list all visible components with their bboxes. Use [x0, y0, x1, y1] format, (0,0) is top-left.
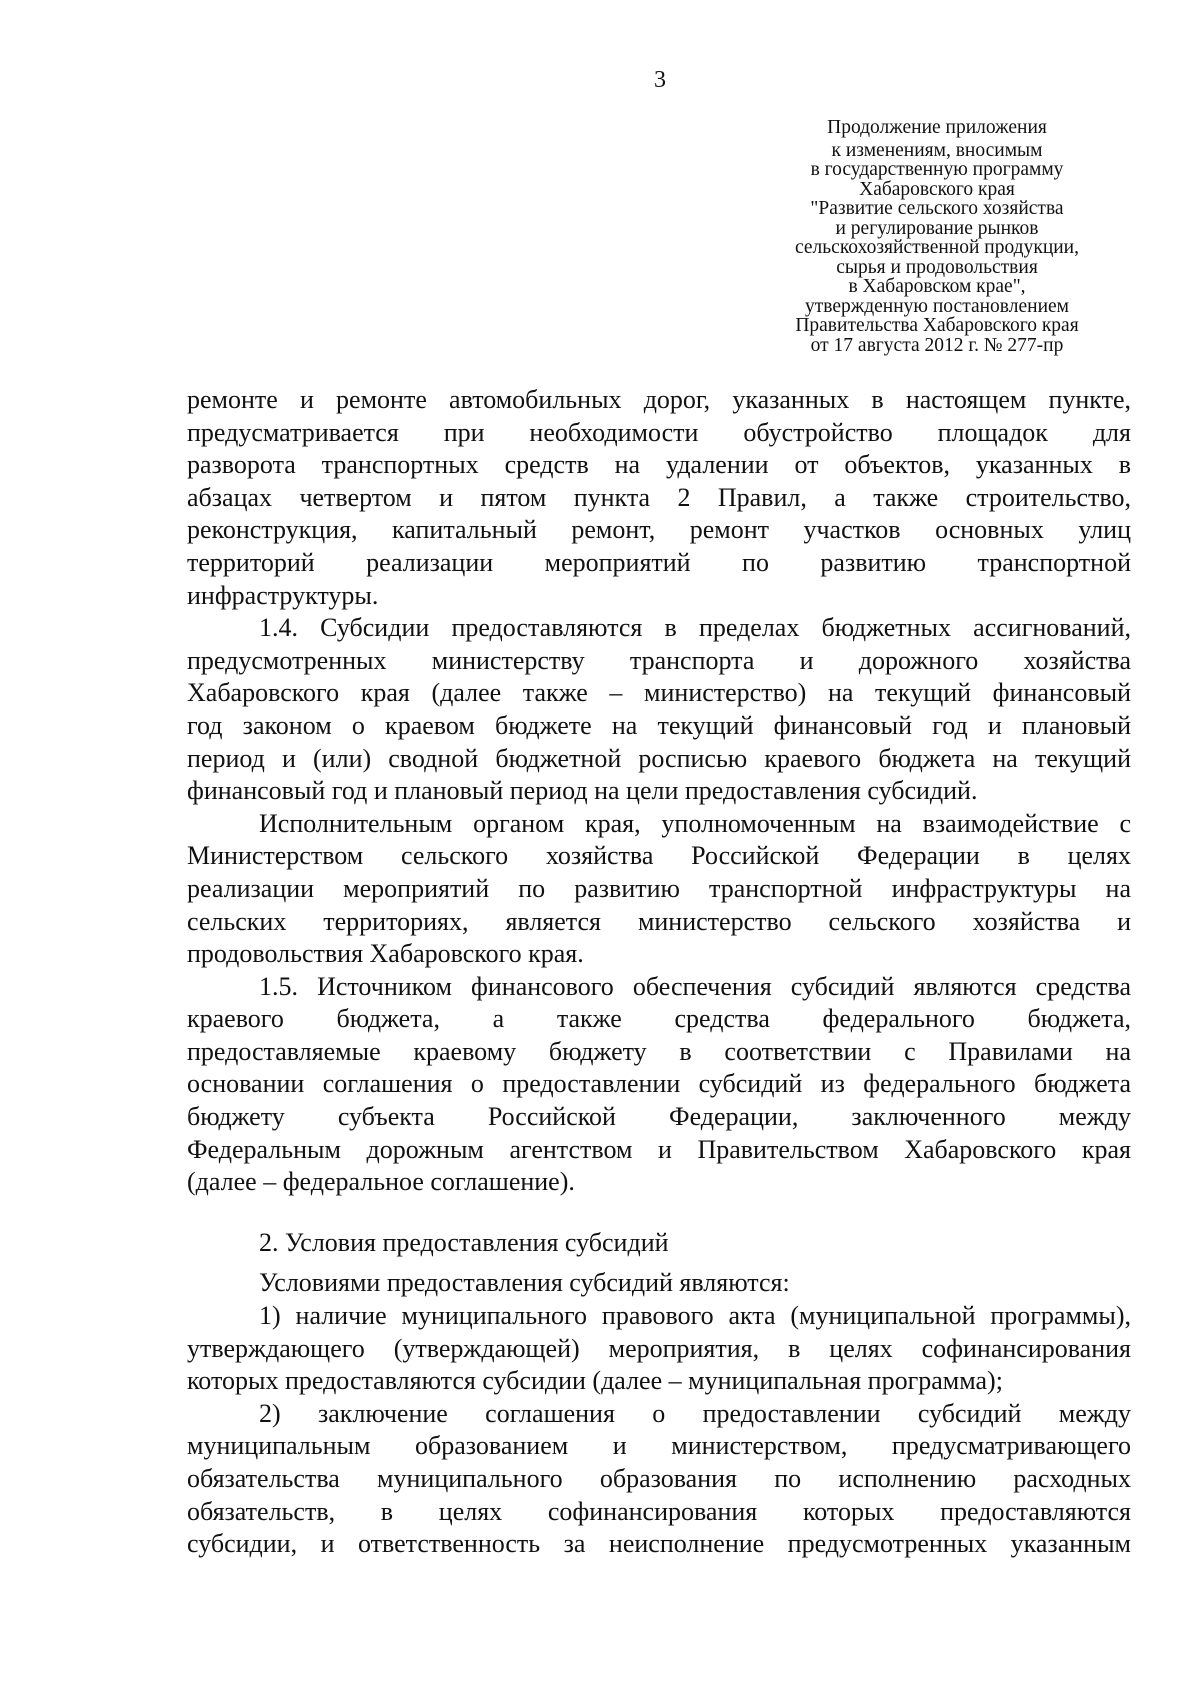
- section-line: субсидии, и ответственность за неисполнение предусмотренных указанным: [187, 1529, 1131, 1559]
- body-line: предусмотренных министерству транспорта и дорожного хозяйства: [187, 645, 1131, 675]
- body-line: ремонте и ремонте автомобильных дорог, указанных в настоящем пункте,: [187, 385, 1131, 414]
- body-line: абзацах четвертом и пятом пункта 2 Правил, а также строительство,: [187, 482, 1131, 512]
- header-line: в Хабаровском крае",: [848, 276, 1026, 297]
- section-line: муниципальным образованием и министерством, предусматривающего: [187, 1431, 1131, 1461]
- section-title-gap: [187, 1259, 1131, 1267]
- body-line: Хабаровского края (далее также – министерство) на текущий финансовый: [187, 678, 1131, 708]
- document-body: [187, 384, 1131, 1561]
- section-line: обязательства муниципального образования по исполнению расходных: [187, 1464, 1131, 1493]
- header-line: "Развитие сельского хозяйства: [810, 198, 1064, 219]
- body-line: реконструкция, капитальный ремонт, ремонт участков основных улиц: [187, 515, 1131, 545]
- header-line: Хабаровского края: [859, 178, 1015, 200]
- header-line: сырья и продовольствия: [836, 256, 1038, 278]
- section-line: Условиями предоставления субсидий являются:: [259, 1268, 790, 1298]
- paragraph-executive-body-line: Исполнительным органом края, уполномоченным на взаимодействие с: [259, 808, 1131, 838]
- body-line: продовольствия Хабаровского края.: [187, 939, 584, 969]
- body-line: бюджету субъекта Российской Федерации, заключенного между: [187, 1102, 1131, 1132]
- body-line: Министерством сельского хозяйства Российской Федерации в целях: [187, 841, 1131, 871]
- body-line: реализации мероприятий по развитию транспортной инфраструктуры на: [187, 873, 1131, 903]
- header-line: от 17 августа 2012 г. № 277-пр: [810, 334, 1064, 356]
- header-line: сельскохозяйственной продукции,: [795, 237, 1079, 258]
- body-line: предоставляемые краевому бюджету в соответствии с Правилами на: [187, 1036, 1131, 1066]
- header-line: к изменениям, вносимым: [831, 139, 1043, 161]
- body-line: финансовый год и плановый период на цели предоставления субсидий.: [187, 776, 978, 806]
- page-number: 3: [654, 67, 666, 93]
- section-line: утверждающего (утверждающей) мероприятия, в целях софинансирования: [187, 1333, 1131, 1363]
- body-line: период и (или) сводной бюджетной росписью краевого бюджета на текущий: [187, 743, 1131, 773]
- section-line: обязательств, в целях софинансирования которых предоставляются: [187, 1496, 1131, 1526]
- header-line: Продолжение приложения: [827, 117, 1047, 138]
- section-line: которых предоставляются субсидии (далее – муниципальная программа);: [187, 1366, 1003, 1396]
- body-line: Федеральным дорожным агентством и Правительством Хабаровского края: [187, 1134, 1131, 1164]
- body-line: разворота транспортных средств на удалении от объектов, указанных в: [187, 450, 1131, 480]
- body-line: территорий реализации мероприятий по развитию транспортной: [187, 547, 1131, 577]
- section-title: 2. Условия предоставления субсидий: [259, 1227, 669, 1257]
- header-line: утвержденную постановлением: [804, 295, 1069, 317]
- paragraph-1-4-line: 1.4. Субсидии предоставляются в пределах бюджетных ассигнований,: [259, 613, 1131, 643]
- body-line: предусматривается при необходимости обустройство площадок для: [187, 417, 1131, 447]
- header-line: и регулирование рынков: [835, 217, 1039, 239]
- section-gap: [187, 1199, 1131, 1227]
- paragraph-1-5-line: 1.5. Источником финансового обеспечения субсидий являются средства: [259, 971, 1131, 1001]
- header-line: Правительства Хабаровского края: [795, 315, 1079, 336]
- body-line: год законом о краевом бюджете на текущий финансовый год и плановый: [187, 710, 1131, 740]
- appendix-header: [742, 118, 1132, 355]
- body-line: основании соглашения о предоставлении субсидий из федерального бюджета: [187, 1069, 1131, 1099]
- header-line: в государственную программу: [810, 159, 1064, 180]
- body-line: сельских территориях, является министерство сельского хозяйства и: [187, 906, 1131, 936]
- body-line: краевого бюджета, а также средства федерального бюджета,: [187, 1004, 1131, 1034]
- body-line: (далее – федеральное соглашение).: [187, 1167, 575, 1197]
- section-item-1-line: 1) наличие муниципального правового акта (муниципальной программы),: [259, 1301, 1131, 1331]
- section-item-2-line: 2) заключение соглашения о предоставлении субсидий между: [259, 1398, 1131, 1428]
- body-line: инфраструктуры.: [187, 580, 379, 610]
